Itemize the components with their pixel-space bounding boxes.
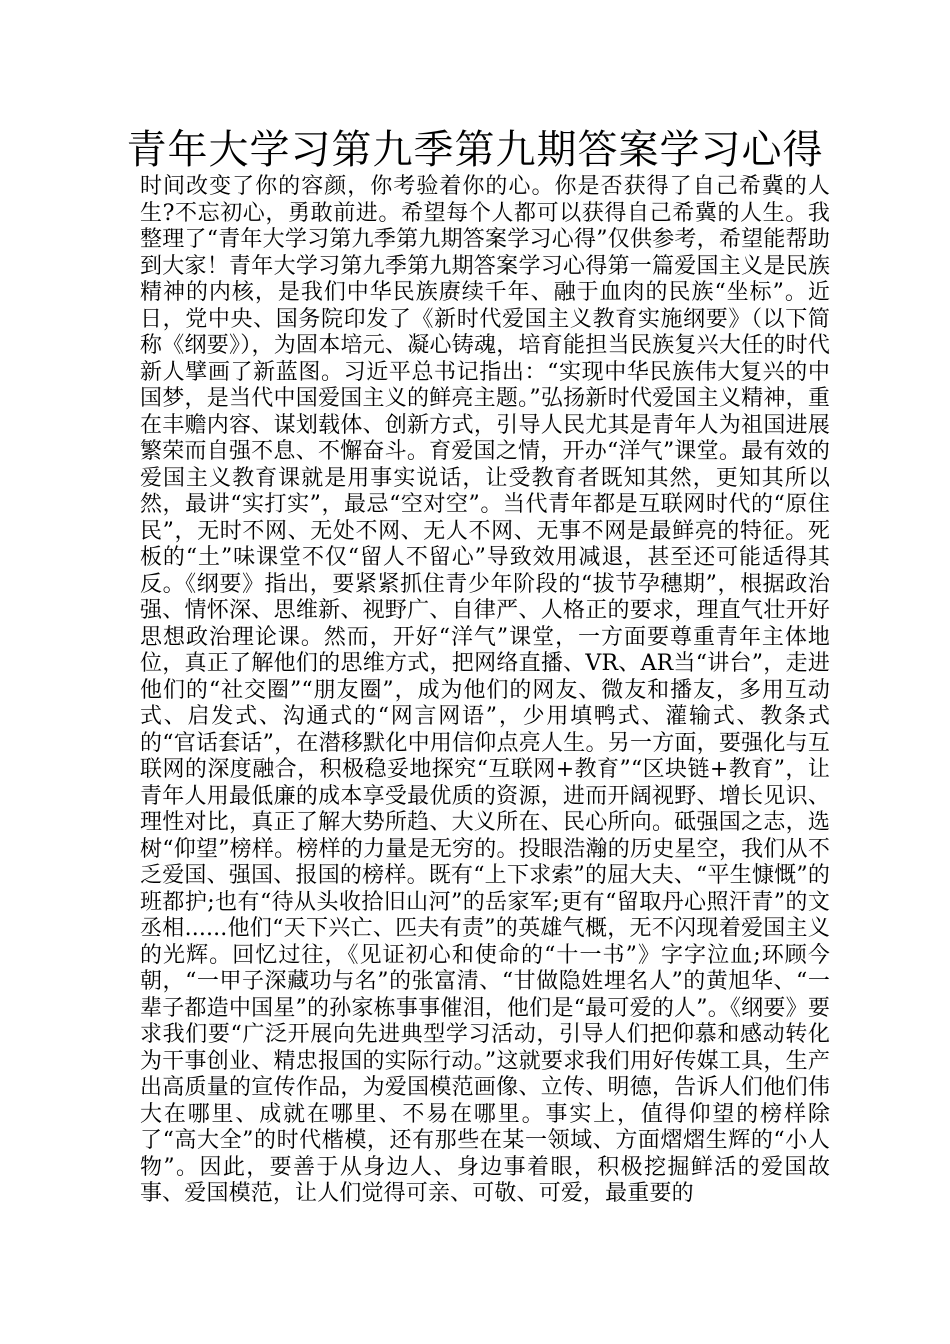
document-body-text: 时间改变了你的容颜，你考验着你的心。你是否获得了自己希冀的人生?不忘初心，勇敢前进。希望每个人都可以获得自己希冀的人生。我整理了“青年大学习第九季第九期答案学习心得”仅供参考，希望能帮助到大家！青年大学习第九季第九期答案学习心得第一篇爱国主义是民族精神的内核，是我们中华民族赓续千年、融于血肉的民族“坐标”。近日，党中央、国务院印发了《新时代爱国主义教育实施纲要》（以下简称《纲要》），为固本培元、凝心铸魂，培育能担当民族复兴大任的时代新人擘画了新蓝图。习近平总书记指出：“实现中华民族伟大复兴的中国梦，是当代中国爱国主义的鲜亮主题。”弘扬新时代爱国主义精神，重在丰赡内容、谋划载体、创新方式，引导人民尤其是青年人为祖国进展繁荣而自强不息、不懈奋斗。育爱国之情，开办“洋气”课堂。最有效的爱国主义教育课就是用事实说话，让受教育者既知其然，更知其所以然，最讲“实打实”，最忌“空对空”。当代青年都是互联网时代的“原住民”，无时不网、无处不网、无人不网、无事不网是最鲜亮的特征。死板的“土”味课堂不仅“留人不留心”导致效用减退，甚至还可能适得其反。《纲要》指出，要紧紧抓住青少年阶段的“拔节孕穗期”，根据政治强、情怀深、思维新、视野广、自律严、人格正的要求，理直气壮开好思想政治理论课。然而，开好“洋气”课堂，一方面要尊重青年主体地位，真正了解他们的思维方式，把网络直播、VR、AR当“讲台”，走进他们的“社交圈”“朋友圈”，成为他们的网友、微友和播友，多用互动式、启发式、沟通式的“网言网语”，少用填鸭式、灌输式、教条式的“官话套话”，在潜移默化中用信仰点亮人生。另一方面，要强化与互联网的深度融合，积极稳妥地探究“互联网+教育”“区块链+教育”，让青年人用最低廉的成本享受最优质的资源，进而开阔视野、增长见识、理性对比，真正了解大势所趋、大义所在、民心所向。砥强国之志，选树“仰望”榜样。榜样的力量是无穷的。投眼浩瀚的历史星空，我们从不乏爱国、强国、报国的榜样。既有“上下求索”的屈大夫、“平生慷慨”的班都护;也有“待从头收拾旧山河”的岳家军;更有“留取丹心照汗青”的文丞相......他们“天下兴亡、匹夫有责”的英雄气概，无不闪现着爱国主义的光辉。回忆过往，《见证初心和使命的“十一书”》字字泣血;环顾今朝，“一甲子深藏功与名”的张富清、“甘做隐姓埋名人”的黄旭华、“一辈子都造中国星”的孙家栋事事催泪，他们是“最可爱的人”。《纲要》要求我们要“广泛开展向先进典型学习活动，引导人们把仰慕和感动转化为干事创业、精忠报国的实际行动。”这就要求我们用好传媒工具，生产出高质量的宣传作品，为爱国模范画像、立传、明德，告诉人们他们伟大在哪里、成就在哪里、不易在哪里。事实上，值得仰望的榜样除了“高大全”的时代楷模，还有那些在某一领域、方面熠熠生辉的“小人物”。因此，要善于从身边人、身边事着眼，积极挖掘鲜活的爱国故事、爱国模范，让人们觉得可亲、可敬、可爱，最重要的 (140, 174, 830, 1206)
document-title: 青年大学习第九季第九期答案学习心得 (126, 127, 824, 173)
